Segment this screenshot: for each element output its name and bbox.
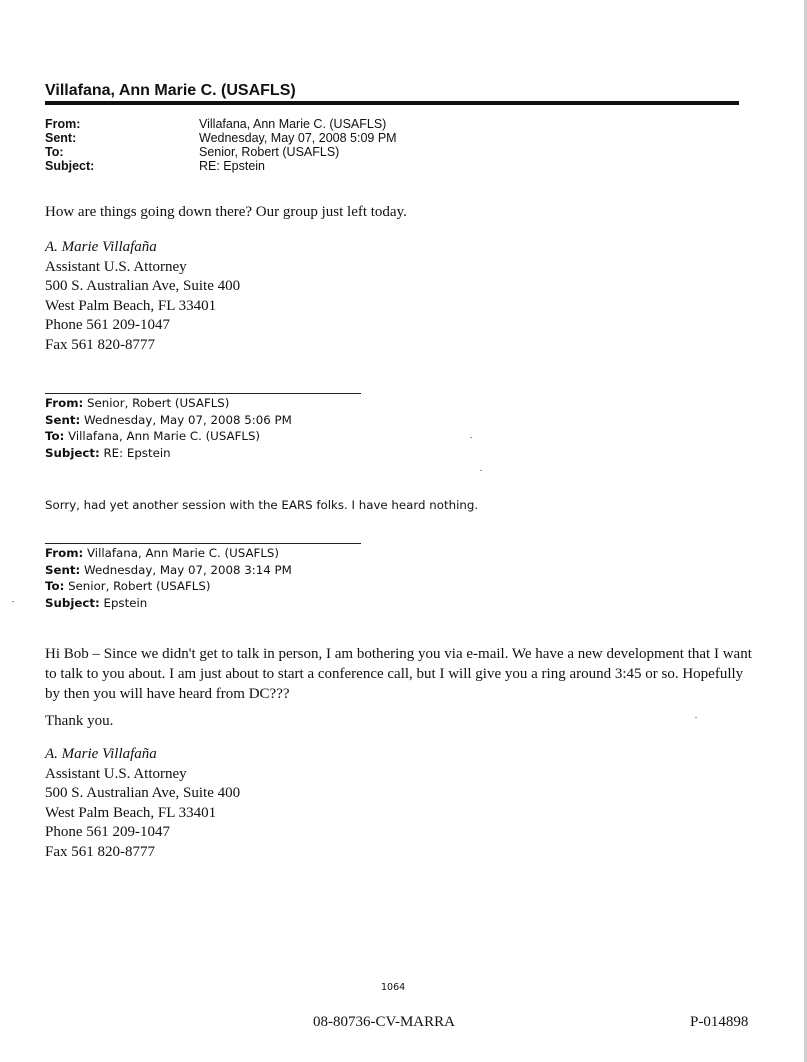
reply1-subject-row (45, 445, 292, 462)
signature-name: A. Marie Villafaña (45, 239, 157, 255)
scan-speck (695, 717, 697, 718)
case-number: 08-80736-CV-MARRA (313, 1014, 455, 1030)
page-number: 1064 (381, 982, 406, 993)
email-header (45, 117, 397, 173)
signature-phone: Phone 561 209-1047 (45, 317, 170, 334)
header-sent-row (45, 131, 397, 145)
email-title: Villafana, Ann Marie C. (USAFLS) (45, 82, 296, 99)
reply1-from-row (45, 395, 292, 412)
signature-address2: West Palm Beach, FL 33401 (45, 804, 217, 821)
header-to-value: Senior, Robert (USAFLS) (199, 145, 340, 159)
reply1-from-value: Senior, Robert (USAFLS) (87, 396, 230, 410)
reply1-from-label: From: (45, 396, 84, 410)
signature-name: A. Marie Villafaña (45, 746, 157, 762)
scan-speck (470, 437, 472, 438)
message1-body: How are things going down there? Our group just left today. (45, 204, 407, 220)
header-to-row (45, 145, 397, 159)
reply2-closing: Thank you. (45, 713, 114, 729)
header-subject-value: RE: Epstein (199, 159, 266, 173)
reply1-subject-label: Subject: (45, 445, 100, 460)
reply2-subject-row (45, 595, 292, 612)
signature-block-2 (45, 745, 240, 863)
signature-fax: Fax 561 820-8777 (45, 336, 155, 353)
reply1-sent-value: Wednesday, May 07, 2008 5:06 PM (84, 412, 292, 427)
reply1-body: Sorry, had yet another session with the EARS folks. I have heard nothing. (45, 498, 479, 512)
reply2-body: Hi Bob – Since we didn't get to talk in person, I am bothering you via e-mail. We have a new development that I want to talk to you about. I am just about to start a conference call, but I will give you a ring around 3:45 or so. Hopefully by then you will have heard from DC??? (45, 646, 752, 702)
reply2-from-row (45, 545, 292, 562)
reply2-subject-label: Subject: (45, 595, 100, 610)
reply1-sent-label: Sent: (45, 412, 81, 427)
reply1-sent-row (45, 412, 292, 429)
signature-address2: West Palm Beach, FL 33401 (45, 297, 217, 314)
signature-block-1 (45, 238, 240, 356)
scan-speck (480, 470, 482, 471)
reply2-from-label: From: (45, 546, 84, 560)
header-from-row (45, 117, 397, 131)
reply2-from-value: Villafana, Ann Marie C. (USAFLS) (87, 546, 279, 560)
signature-fax: Fax 561 820-8777 (45, 843, 155, 860)
signature-title: Assistant U.S. Attorney (45, 765, 187, 782)
scan-speck (12, 601, 14, 602)
reply2-sent-value: Wednesday, May 07, 2008 3:14 PM (84, 562, 292, 577)
reply2-to-label: To: (45, 579, 65, 593)
signature-phone: Phone 561 209-1047 (45, 824, 170, 841)
reply2-sent-label: Sent: (45, 562, 81, 577)
reply1-header (45, 395, 292, 461)
separator-1 (45, 393, 361, 394)
separator-2 (45, 543, 361, 544)
reply2-to-value: Senior, Robert (USAFLS) (68, 579, 211, 593)
header-sent-value: Wednesday, May 07, 2008 5:09 PM (199, 131, 397, 145)
header-from-label: From: (45, 117, 81, 131)
reply2-header (45, 545, 292, 611)
header-to-label: To: (45, 145, 64, 159)
reply1-to-value: Villafana, Ann Marie C. (USAFLS) (68, 429, 261, 443)
header-subject-row (45, 159, 397, 173)
title-divider (45, 101, 739, 105)
reply2-to-row (45, 578, 292, 595)
bates-number: P-014898 (690, 1014, 749, 1030)
signature-title: Assistant U.S. Attorney (45, 258, 187, 275)
reply1-subject-value: RE: Epstein (103, 445, 171, 460)
header-sent-label: Sent: (45, 131, 77, 145)
header-subject-label: Subject: (45, 159, 95, 173)
signature-address1: 500 S. Australian Ave, Suite 400 (45, 785, 241, 802)
reply1-to-row (45, 428, 292, 445)
reply2-sent-row (45, 562, 292, 579)
reply1-to-label: To: (45, 429, 65, 443)
signature-address1: 500 S. Australian Ave, Suite 400 (45, 278, 241, 295)
reply2-subject-value: Epstein (103, 595, 148, 610)
header-from-value: Villafana, Ann Marie C. (USAFLS) (199, 117, 387, 131)
